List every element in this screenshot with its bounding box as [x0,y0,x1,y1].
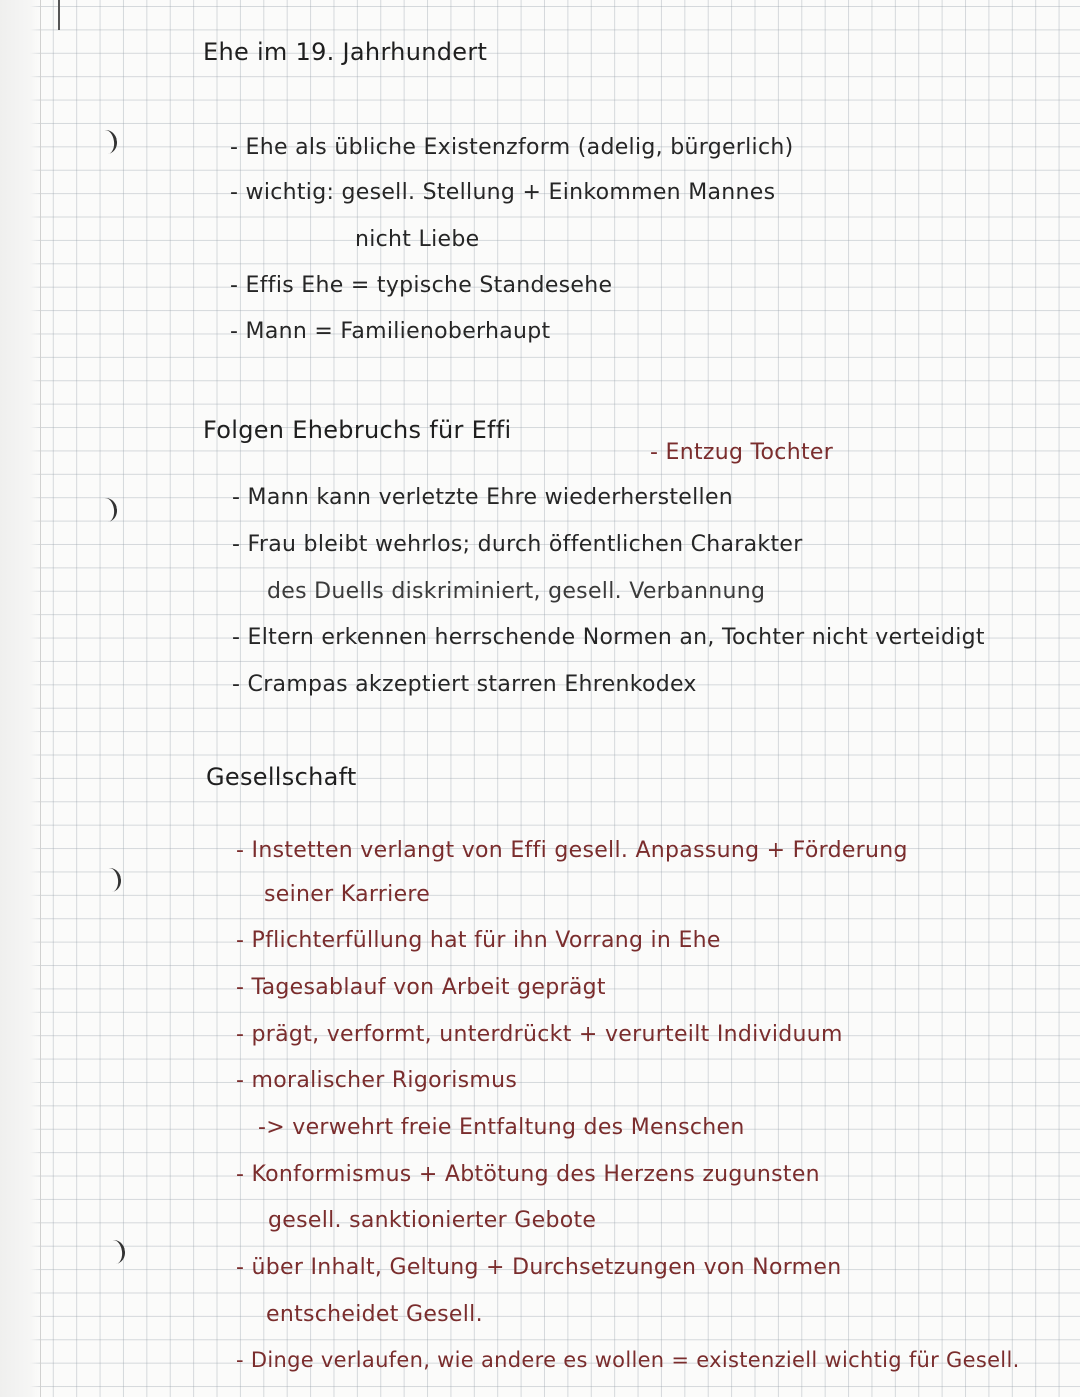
binder-edge [0,0,41,1397]
note-line: - Instetten verlangt von Effi gesell. Anpassung + Förderung [236,838,908,863]
note-line: - über Inhalt, Geltung + Durchsetzungen von Normen [236,1255,842,1280]
note-line: - Mann kann verletzte Ehre wiederherstellen [232,485,734,510]
page-edge-mark [58,0,60,30]
punch-hole-icon [94,497,118,524]
note-line: -> verwehrt freie Entfaltung des Menschen [258,1115,745,1140]
punch-hole-icon [94,129,118,156]
note-line: - Frau bleibt wehrlos; durch öffentlichen Charakter [232,532,803,557]
note-line: - Ehe als übliche Existenzform (adelig, bürgerlich) [230,135,794,160]
note-line: seiner Karriere [264,882,431,907]
punch-hole-icon [98,867,122,894]
section-heading: Gesellschaft [206,763,357,791]
note-line: des Duells diskriminiert, gesell. Verbannung [267,579,766,604]
section-heading: Folgen Ehebruchs für Effi [203,416,512,444]
note-line: gesell. sanktionierter Gebote [268,1208,597,1233]
note-line: - Entzug Tochter [650,440,834,465]
page-title: Ehe im 19. Jahrhundert [203,38,488,66]
note-line: - Tagesablauf von Arbeit geprägt [236,975,606,1000]
note-line: - Konformismus + Abtötung des Herzens zugunsten [236,1162,820,1187]
note-line: - prägt, verformt, unterdrückt + verurteilt Individuum [236,1022,843,1047]
note-line: - Eltern erkennen herrschende Normen an, Tochter nicht verteidigt [232,625,985,650]
note-line: - wichtig: gesell. Stellung + Einkommen Mannes [230,180,776,205]
note-line: - Effis Ehe = typische Standesehe [230,273,613,298]
note-line: - Pflichterfüllung hat für ihn Vorrang in Ehe [236,928,721,953]
note-line: - Crampas akzeptiert starren Ehrenkodex [232,672,697,697]
note-line: - moralischer Rigorismus [236,1068,518,1093]
note-line: - Dinge verlaufen, wie andere es wollen = existenziell wichtig für Gesell. [236,1348,1020,1372]
punch-hole-icon [102,1239,126,1266]
note-line: - Mann = Familienoberhaupt [230,319,551,344]
note-line: nicht Liebe [355,227,480,252]
note-line: entscheidet Gesell. [266,1302,483,1327]
